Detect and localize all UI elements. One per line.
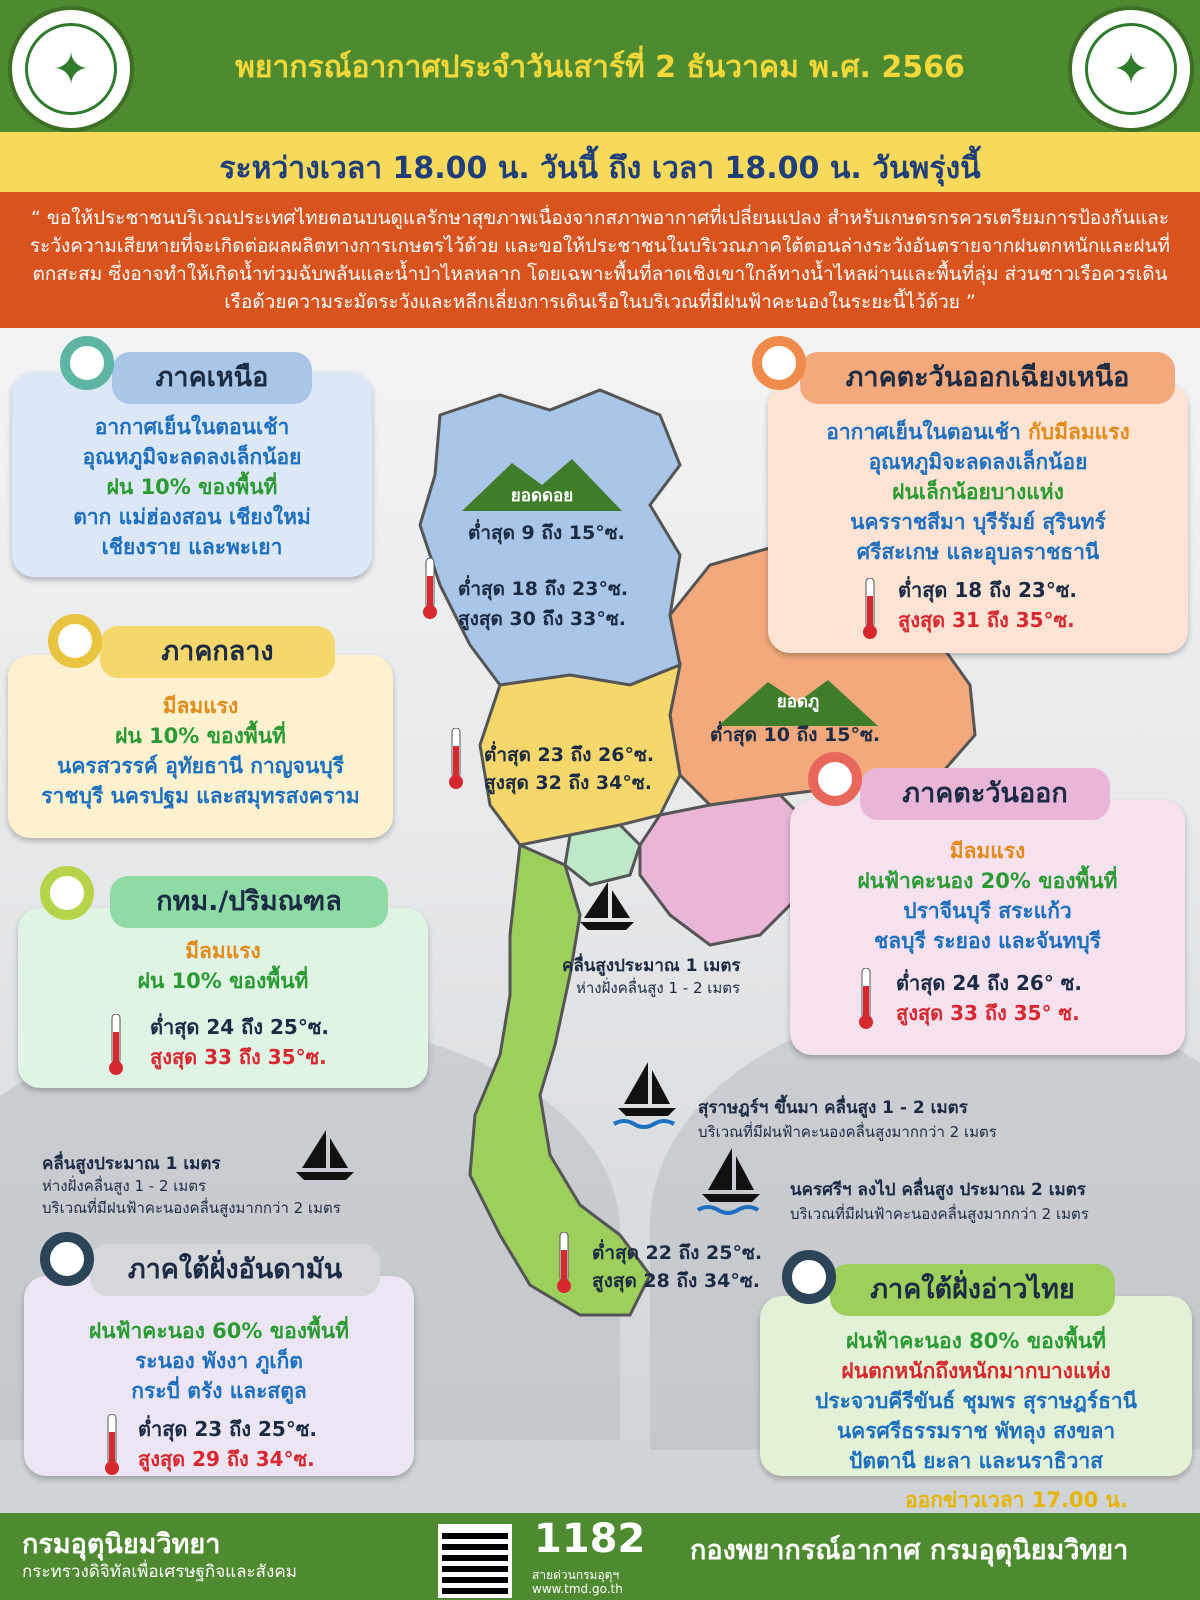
north-tmax: สูงสุด 30 ถึง 33°ซ. bbox=[458, 608, 626, 630]
footer-department: กรมอุตุนิยมวิทยา bbox=[22, 1529, 221, 1560]
central-line-1: มีลมแรง bbox=[162, 694, 239, 718]
andaman-line-3: กระบี่ ตรัง และสตูล bbox=[131, 1379, 307, 1403]
northeast-line-1b: กับมีลมแรง bbox=[1028, 420, 1130, 444]
forecast-period: ระหว่างเวลา 18.00 น. วันนี้ ถึง เวลา 18.00 น. วันพรุ่งนี้ bbox=[219, 151, 981, 186]
phu-temp: ต่ำสุด 10 ถึง 15°ซ. bbox=[710, 724, 881, 746]
location-pin-icon bbox=[40, 1232, 94, 1286]
doi-peak-label: ยอดดอย bbox=[510, 486, 574, 506]
warning-notice: “ ขอให้ประชาชนบริเวณประเทศไทยตอนบนดูแลรักษาสุขภาพเนื่องจากสภาพอากาศที่เปลี่ยนแปลง สำหรับเกษตรกรควรเตรียมการป้องกันและระวังความเสียหายที่จะเกิดต่อผลผลิตทางการเกษตรไว้ด้วย และขอให้ประชาชนในบริเวณภาคใต้ตอนล่างระวังอันตรายจากฝนตกหนักและฝนที่ตกสะสม ซึ่งอาจทำให้เกิดน้ำท่วมฉับพลันและน้ำป่าไหลหลาก โดยเฉพาะพื้นที่ลาดเชิงเขาใกล้ทางน้ำไหลผ่านและพื้นที่ลุ่ม ส่วนชาวเรือควรเดินเรือด้วยความระมัดระวังและหลีกเลี่ยงการเดินเรือในบริเวณที่มีฝนฟ้าคะนองในระยะนี้ไว้ด้วย ” bbox=[0, 192, 1200, 328]
sailboat-icon bbox=[290, 1128, 360, 1188]
tmd-logo bbox=[1068, 6, 1194, 132]
central-tmin: ต่ำสุด 23 ถึง 26°ซ. bbox=[484, 744, 655, 766]
nakhon-wave: นครศรีฯ ลงไป คลื่นสูง ประมาณ 2 เมตร bbox=[790, 1180, 1086, 1200]
surat-wave: สุราษฎร์ฯ ขึ้นมา คลื่นสูง 1 - 2 เมตร bbox=[698, 1098, 968, 1118]
east-region bbox=[640, 795, 810, 945]
northeast-line-3: ฝนเล็กน้อยบางแห่ง bbox=[892, 480, 1064, 504]
thermometer-icon bbox=[448, 728, 464, 790]
central-forecast-box bbox=[8, 655, 393, 838]
northeast-line-5: ศรีสะเกษ และอุบลราชธานี bbox=[856, 540, 1100, 564]
location-pin-icon bbox=[808, 752, 862, 806]
sailboat-icon bbox=[612, 1060, 682, 1130]
northeast-line-2: อุณหภูมิจะลดลงเล็กน้อย bbox=[868, 450, 1088, 474]
footer-ministry: กระทรวงดิจิทัลเพื่อเศรษฐกิจและสังคม bbox=[22, 1562, 297, 1582]
doi-temp: ต่ำสุด 9 ถึง 15°ซ. bbox=[468, 522, 625, 544]
phu-peak-label: ยอดภู bbox=[776, 692, 820, 712]
south-gulf-tab: ภาคใต้ฝั่งอ่าวไทย bbox=[830, 1264, 1115, 1316]
andaman-tmax: สูงสุด 29 ถึง 34°ซ. bbox=[138, 1447, 315, 1471]
bangkok-tab: กทม./ปริมณฑล bbox=[110, 876, 388, 928]
nakhon-thunderstorm: บริเวณที่มีฝนฟ้าคะนองคลื่นสูงมากกว่า 2 เมตร bbox=[790, 1205, 1089, 1223]
east-line-4: ชลบุรี ระยอง และจันทบุรี bbox=[874, 929, 1101, 953]
north-line-4: ตาก แม่ฮ่องสอน เชียงใหม่ bbox=[73, 505, 311, 529]
thermometer-icon bbox=[108, 1014, 124, 1076]
bangkok-line-1: มีลมแรง bbox=[185, 939, 261, 963]
north-line-1: อากาศเย็นในตอนเช้า bbox=[94, 415, 290, 439]
central-tmax: สูงสุด 32 ถึง 34°ซ. bbox=[484, 772, 652, 794]
thermometer-icon bbox=[858, 968, 874, 1030]
northeast-tab: ภาคตะวันออกเฉียงเหนือ bbox=[800, 352, 1175, 404]
bangkok-tmax: สูงสุด 33 ถึง 35°ซ. bbox=[150, 1045, 327, 1069]
bangkok-line-2: ฝน 10% ของพื้นที่ bbox=[137, 969, 309, 993]
bangkok-region bbox=[565, 825, 640, 885]
northeast-tmin: ต่ำสุด 18 ถึง 23°ซ. bbox=[898, 578, 1078, 602]
gulf-line-1: ฝนฟ้าคะนอง 80% ของพื้นที่ bbox=[845, 1329, 1107, 1353]
footer-division: กองพยากรณ์อากาศ กรมอุตุนิยมวิทยา bbox=[690, 1535, 1129, 1566]
east-line-2: ฝนฟ้าคะนอง 20% ของพื้นที่ bbox=[857, 869, 1118, 893]
central-line-2: ฝน 10% ของพื้นที่ bbox=[115, 724, 286, 748]
location-pin-icon bbox=[782, 1250, 836, 1304]
northeast-tmax: สูงสุด 31 ถึง 35°ซ. bbox=[898, 608, 1075, 632]
location-pin-icon bbox=[60, 336, 114, 390]
location-pin-icon bbox=[40, 866, 94, 920]
northeast-line-1a: อากาศเย็นในตอนเช้า bbox=[826, 420, 1021, 444]
sailboat-icon bbox=[574, 880, 640, 936]
south-andaman-tab: ภาคใต้ฝั่งอันดามัน bbox=[90, 1244, 380, 1296]
south-gulf-forecast-box bbox=[760, 1296, 1192, 1476]
gulf-line-5: ปัตตานี ยะลา และนราธิวาส bbox=[849, 1449, 1103, 1473]
website-link[interactable]: www.tmd.go.th bbox=[532, 1582, 623, 1596]
sailboat-icon bbox=[696, 1146, 766, 1216]
andaman-line-1: ฝนฟ้าคะนอง 60% ของพื้นที่ bbox=[88, 1319, 350, 1343]
page-title: พยากรณ์อากาศประจำวันเสาร์ที่ 2 ธันวาคม พ.ศ. 2566 bbox=[235, 50, 965, 85]
south-tmax: สูงสุด 28 ถึง 34°ซ. bbox=[592, 1270, 760, 1292]
hotline-number: 1182 bbox=[534, 1516, 646, 1562]
thermometer-icon bbox=[104, 1414, 120, 1476]
east-line-3: ปราจีนบุรี สระแก้ว bbox=[903, 899, 1072, 923]
location-pin-icon bbox=[752, 336, 806, 390]
east-tmin: ต่ำสุด 24 ถึง 26° ซ. bbox=[896, 971, 1082, 995]
andaman-thunderstorm: บริเวณที่มีฝนฟ้าคะนองคลื่นสูงมากกว่า 2 เมตร bbox=[42, 1199, 341, 1217]
east-tab: ภาคตะวันออก bbox=[860, 768, 1110, 820]
upper-gulf-wave: คลื่นสูงประมาณ 1 เมตร bbox=[562, 956, 741, 976]
ministry-logo bbox=[8, 6, 134, 132]
central-line-4: ราชบุรี นครปฐม และสมุทรสงคราม bbox=[41, 784, 360, 808]
issued-time: ออกข่าวเวลา 17.00 น. bbox=[905, 1488, 1128, 1512]
thermometer-icon bbox=[422, 558, 438, 620]
andaman-wave: คลื่นสูงประมาณ 1 เมตร bbox=[42, 1154, 221, 1174]
east-tmax: สูงสุด 33 ถึง 35° ซ. bbox=[896, 1001, 1080, 1025]
thermometer-icon bbox=[556, 1232, 572, 1294]
east-line-1: มีลมแรง bbox=[949, 839, 1026, 863]
thermometer-icon bbox=[862, 578, 878, 640]
gulf-line-2: ฝนตกหนักถึงหนักมากบางแห่ง bbox=[841, 1359, 1111, 1383]
hotline-label: สายด่วนกรมอุตุฯ bbox=[532, 1568, 620, 1582]
upper-gulf-offshore: ห่างฝั่งคลื่นสูง 1 - 2 เมตร bbox=[576, 979, 741, 997]
central-tab: ภาคกลาง bbox=[100, 626, 335, 678]
north-line-3: ฝน 10% ของพื้นที่ bbox=[106, 475, 278, 499]
andaman-line-2: ระนอง พังงา ภูเก็ต bbox=[135, 1349, 303, 1373]
gulf-line-3: ประจวบคีรีขันธ์ ชุมพร สุราษฎร์ธานี bbox=[814, 1389, 1138, 1413]
deity-emblem-icon: ✦ bbox=[25, 23, 117, 115]
bangkok-tmin: ต่ำสุด 24 ถึง 25°ซ. bbox=[150, 1015, 330, 1039]
south-tmin: ต่ำสุด 22 ถึง 25°ซ. bbox=[592, 1242, 763, 1264]
deity-emblem-icon: ✦ bbox=[1085, 23, 1177, 115]
central-line-3: นครสวรรค์ อุทัยธานี กาญจนบุรี bbox=[57, 754, 344, 778]
north-line-2: อุณหภูมิจะลดลงเล็กน้อย bbox=[82, 445, 302, 469]
andaman-tmin: ต่ำสุด 23 ถึง 25°ซ. bbox=[138, 1417, 318, 1441]
gulf-line-4: นครศรีธรรมราช พัทลุง สงขลา bbox=[836, 1419, 1116, 1443]
north-line-5: เชียงราย และพะเยา bbox=[101, 535, 283, 559]
andaman-offshore: ห่างฝั่งคลื่นสูง 1 - 2 เมตร bbox=[42, 1177, 207, 1195]
northeast-line-4: นครราชสีมา บุรีรัมย์ สุรินทร์ bbox=[850, 510, 1106, 534]
north-tab: ภาคเหนือ bbox=[112, 352, 312, 404]
qr-code-icon bbox=[438, 1524, 512, 1598]
location-pin-icon bbox=[48, 614, 102, 668]
surat-thunderstorm: บริเวณที่มีฝนฟ้าคะนองคลื่นสูงมากกว่า 2 เมตร bbox=[698, 1123, 997, 1141]
north-tmin: ต่ำสุด 18 ถึง 23°ซ. bbox=[458, 578, 629, 600]
